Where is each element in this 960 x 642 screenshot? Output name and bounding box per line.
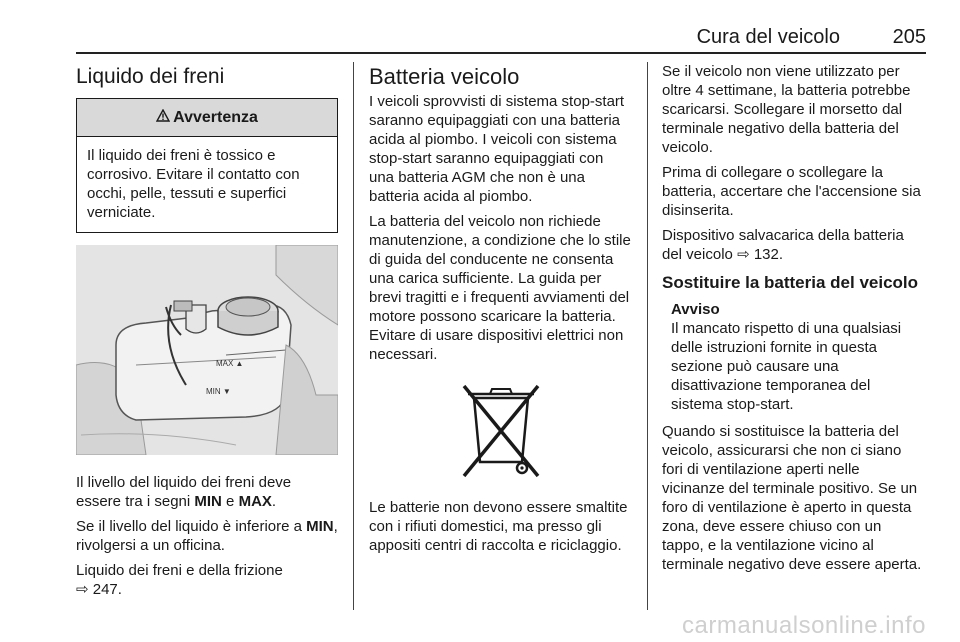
- warning-text: Il liquido dei freni è tossico e corrosivo. Evitare il contatto con occhi, pelle, tessuti e superfici verniciate.: [87, 147, 300, 221]
- battery-ignition-text: Prima di collegare o scollegare la batteria, accertare che l'accensione sia disinserita.: [662, 164, 921, 219]
- notice-title: Avviso: [671, 301, 720, 318]
- notice-box: [662, 300, 926, 414]
- warning-title: Avvertenza: [173, 108, 258, 126]
- battery-saver-reference: Dispositivo salvacarica della batteria del veicolo ⇨ 132.: [662, 227, 904, 263]
- battery-storage-text: Se il veicolo non viene utilizzato per oltre 4 settimane, la batteria potrebbe scaricarsi. Scollegare il morsetto dal terminale negativo della batteria del veicolo.: [662, 63, 911, 156]
- warning-triangle-icon: [156, 109, 170, 127]
- battery-disposal-text: Le batterie non devono essere smaltite con i rifiuti domestici, ma presso gli appositi centri di raccolta e riciclaggio.: [369, 499, 628, 554]
- column-brake-fluid: [76, 62, 338, 605]
- page-ref-arrow-icon: ⇨: [737, 246, 750, 263]
- column-divider-2: [647, 62, 648, 610]
- battery-replacement-text: Quando si sostituisce la batteria del veicolo, assicurarsi che non ci siano fori di ventilazione aperti nelle vicinanze del terminale positivo. Se un foro di ventilazione è aperto in questa zona, deve essere chiuso con un tappo, e la ventilazione vicino al terminale negativo deve essere aperta.: [662, 423, 922, 573]
- column-divider-1: [353, 62, 354, 610]
- brake-fluid-level-text: Il livello del liquido dei freni deve essere tra i segni MIN e MAX.: [76, 474, 292, 510]
- page-ref-link[interactable]: 132.: [753, 246, 784, 263]
- column-battery-care: [662, 62, 926, 580]
- battery-type-text: I veicoli sprovvisti di sistema stop-start saranno equipaggiati con una batteria acida al piombo. I veicoli con sistema stop-start saranno equipaggiati con una batteria AGM che non è una batteria acida al piombo.: [369, 93, 625, 205]
- warning-header: [77, 99, 337, 137]
- replace-battery-subtitle: Sostituire la batteria del veicolo: [662, 273, 919, 292]
- section-title: Cura del veicolo: [696, 26, 840, 48]
- page-ref-link[interactable]: 247.: [92, 581, 122, 598]
- crossed-out-bin-icon: [460, 382, 542, 480]
- warning-box: [76, 98, 338, 233]
- brake-fluid-reference: Liquido dei freni e della frizione ⇨ 247.: [76, 562, 283, 598]
- brake-fluid-low-text: Se il livello del liquido è inferiore a MIN, rivolgersi a un officina.: [76, 518, 338, 554]
- vehicle-battery-title: Batteria veicolo: [369, 64, 520, 89]
- brake-fluid-title: Liquido dei freni: [76, 65, 225, 88]
- battery-maintenance-text: La batteria del veicolo non richiede manutenzione, a condizione che lo stile di guida del conducente ne consenta una carica sufficiente. La guida per brevi tragitti e i frequenti avviamenti del motore possono scaricare la batteria. Evitare di usare dispositivi elettrici non necessari.: [369, 213, 631, 363]
- notice-text: Il mancato rispetto di una qualsiasi delle istruzioni fornite in questa sezione può causare una disattivazione temporanea del sistema stop-start.: [671, 320, 902, 413]
- page-header: [76, 26, 926, 48]
- column-vehicle-battery: [369, 62, 632, 561]
- header-rule: [76, 52, 926, 54]
- page-number: 205: [892, 26, 926, 48]
- page-ref-arrow-icon: ⇨: [76, 581, 89, 598]
- watermark: carmanualsonline.info: [682, 612, 926, 639]
- min-mark-label: MIN ▼: [206, 387, 231, 396]
- brake-fluid-reservoir-illustration: [76, 245, 338, 455]
- max-mark-label: MAX ▲: [216, 359, 244, 368]
